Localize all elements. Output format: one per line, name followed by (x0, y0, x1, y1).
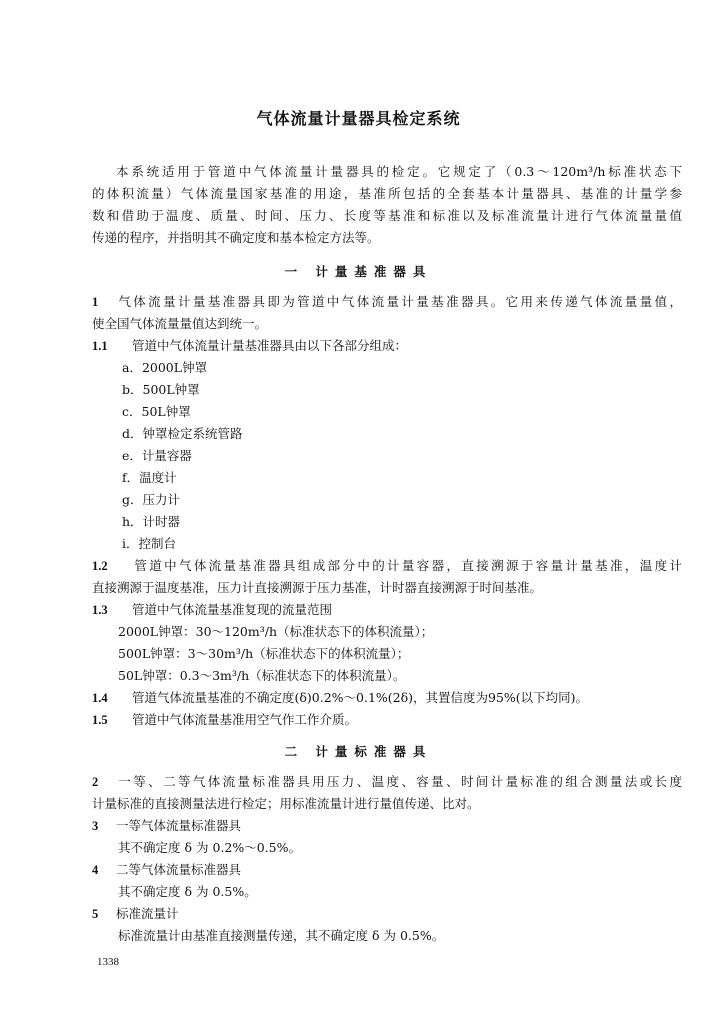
item-5-text: 标准流量计 (116, 906, 179, 921)
item-1-3-text: 管道中气体流量基准复现的流量范围 (132, 602, 333, 617)
component-e: e．计量容器 (122, 448, 192, 463)
item-3-text: 一等气体流量标准器具 (116, 818, 242, 833)
item-3-number: 3 (92, 819, 99, 833)
item-2-line-1 (92, 774, 682, 790)
item-1-line-1 (92, 294, 682, 310)
item-1-3 (92, 602, 682, 618)
component-b: b．500L钟罩 (122, 382, 200, 397)
item-4-detail: 其不确定度 δ 为 0.5%。 (118, 884, 257, 899)
item-3 (92, 818, 682, 834)
item-1-3-number: 1.3 (92, 603, 108, 617)
item-1-text: 气体流量计量基准器具即为管道中气体流量计量基准器具。它用来传递气体流量量值， (116, 294, 682, 309)
item-3-detail: 其不确定度 δ 为 0.2%～0.5%。 (118, 840, 301, 855)
item-2-number: 2 (92, 775, 99, 789)
component-f: f．温度计 (122, 470, 177, 485)
item-2-line-2: 计量标准的直接测量法进行检定；用标准流量计进行量值传递、比对。 (92, 796, 480, 811)
item-4-text: 二等气体流量标准器具 (116, 862, 242, 877)
item-1-5-text: 管道中气体流量基准用空气作工作介质。 (132, 712, 358, 727)
item-2-text: 一等、二等气体流量标准器具用压力、温度、容量、时间计量标准的组合测量法或长度 (116, 774, 682, 789)
range-2000l: 2000L钟罩：30～120m³/h（标准状态下的体积流量）； (118, 624, 434, 639)
component-a: a．2000L钟罩 (122, 360, 208, 375)
item-1-1 (92, 338, 682, 354)
item-1-1-text: 管道中气体流量计量基准器具由以下各部分组成： (132, 338, 408, 353)
item-1-1-number: 1.1 (92, 339, 108, 353)
component-d: d．钟罩检定系统管路 (122, 426, 243, 441)
section-1-heading: 一 计量基准器具 (284, 264, 433, 279)
item-4 (92, 862, 682, 878)
intro-line-2: 的体积流量）气体流量国家基准的用途，基准所包括的全套基本计量器具、基准的计量学参 (92, 186, 682, 201)
component-h: h．计时器 (122, 514, 181, 529)
item-5-number: 5 (92, 907, 99, 921)
item-5-detail: 标准流量计由基准直接测量传递，其不确定度 δ 为 0.5%。 (118, 928, 445, 943)
item-1-4-text: 管道气体流量基准的不确定度(δ)0.2%～0.1%(2δ)，其置信度为95%(以下均同)。 (132, 690, 589, 705)
item-1-2-line-1 (92, 558, 682, 574)
intro-line-1: 本系统适用于管道中气体流量计量器具的检定。它规定了（0.3～120m³/h标准状态下 (116, 164, 682, 179)
intro-line-3: 数和借助于温度、质量、时间、压力、长度等基准和标准以及标准流量计进行气体流量量值 (92, 208, 682, 223)
item-1-2-line-2: 直接溯源于温度基准，压力计直接溯源于压力基准，计时器直接溯源于时间基准。 (92, 580, 543, 595)
document-title: 气体流量计量器具检定系统 (256, 109, 461, 128)
item-1-4 (92, 690, 682, 706)
section-2-heading: 二 计量标准器具 (284, 744, 433, 759)
item-1-4-number: 1.4 (92, 691, 108, 705)
component-g: g．压力计 (122, 492, 181, 507)
component-c: c．50L钟罩 (122, 404, 191, 419)
intro-line-4: 传递的程序，并指明其不确定度和基本检定方法等。 (92, 230, 380, 245)
item-1-2-text: 管道中气体流量基准器具组成部分中的计量容器，直接溯源于容量计量基准，温度计 (132, 558, 682, 573)
item-1-2-number: 1.2 (92, 559, 108, 573)
item-1-number: 1 (92, 295, 99, 309)
item-4-number: 4 (92, 863, 99, 877)
item-1-5 (92, 712, 682, 728)
component-i: i．控制台 (122, 536, 176, 551)
item-1-line-2: 使全国气体流量量值达到统一。 (92, 316, 268, 331)
range-500l: 500L钟罩：3～30m³/h（标准状态下的体积流量）； (118, 646, 410, 661)
item-5 (92, 906, 682, 922)
page-number: 1338 (97, 956, 119, 968)
range-50l: 50L钟罩：0.3～3m³/h（标准状态下的体积流量）。 (118, 668, 406, 683)
item-1-5-number: 1.5 (92, 713, 108, 727)
